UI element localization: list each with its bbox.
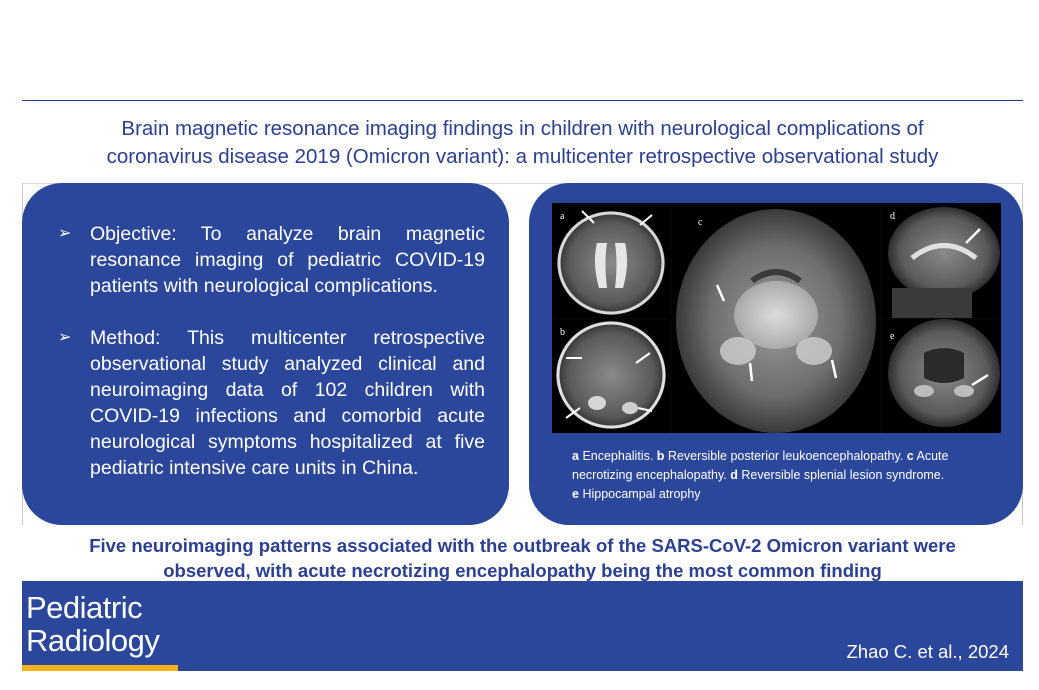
caption-text-c: Acute necrotizing encephalopathy. — [572, 449, 949, 482]
top-divider — [22, 100, 1023, 101]
panel-label-b: b — [560, 327, 565, 338]
panel-b — [552, 320, 670, 433]
conclusion — [22, 533, 1023, 583]
panel-label-a: a — [560, 211, 565, 222]
panel-a — [552, 203, 670, 318]
mri-figure — [552, 203, 1001, 433]
caption-text-d: Reversible splenial lesion syndrome. — [741, 468, 945, 482]
caption-label-d: d — [730, 468, 738, 482]
objective-text: Objective: To analyze brain magnetic resonance imaging of pediatric COVID-19 patients with neurological complications. — [90, 223, 485, 297]
panel-label-c: c — [698, 217, 703, 228]
caption-label-b: b — [656, 449, 665, 463]
arrow-bullet-icon: ➢ — [58, 225, 72, 242]
caption-label-a: a — [572, 449, 579, 463]
objective-bullet — [58, 221, 485, 299]
logo-line-2: Radiology — [26, 623, 160, 658]
caption-label-e: e — [572, 487, 579, 501]
page-title — [22, 115, 1023, 171]
panel-e — [882, 319, 1001, 433]
logo-line-1: Pediatric — [26, 590, 143, 625]
figure-caption — [572, 447, 1002, 504]
logo-accent-bar — [22, 665, 178, 671]
panel-label-d: d — [890, 211, 895, 222]
title-line-1: Brain magnetic resonance imaging findings in children with neurological complications of — [121, 117, 924, 140]
conclusion-line-2: observed, with acute necrotizing encephalopathy being the most common finding — [163, 560, 882, 581]
journal-logo — [26, 591, 159, 657]
caption-text-e: Hippocampal atrophy — [582, 487, 701, 501]
caption-label-c: c — [906, 449, 914, 463]
method-text: Method: This multicenter retrospective observational study analyzed clinical and neuroimaging data of 102 children with COVID-19 infections and comorbid acute neurological symptoms hospitalized at five pediatric intensive care units in China. — [90, 327, 485, 479]
conclusion-line-1: Five neuroimaging patterns associated with the outbreak of the SARS-CoV-2 Omicron variant were — [89, 535, 956, 556]
panel-c — [672, 203, 880, 433]
arrow-bullet-icon: ➢ — [58, 329, 72, 346]
footer-bar — [22, 581, 1023, 671]
panel-label-e: e — [890, 331, 895, 342]
mri-composite-image — [552, 203, 1001, 433]
panel-d — [882, 203, 1001, 318]
summary-panel — [22, 183, 509, 525]
caption-text-b: Reversible posterior leukoencephalopathy. — [667, 449, 904, 463]
citation: Zhao C. et al., 2024 — [846, 641, 1009, 662]
title-line-2: coronavirus disease 2019 (Omicron variant): a multicenter retrospective observational study — [106, 145, 939, 168]
method-bullet — [58, 325, 485, 481]
caption-text-a: Encephalitis. — [582, 449, 654, 463]
